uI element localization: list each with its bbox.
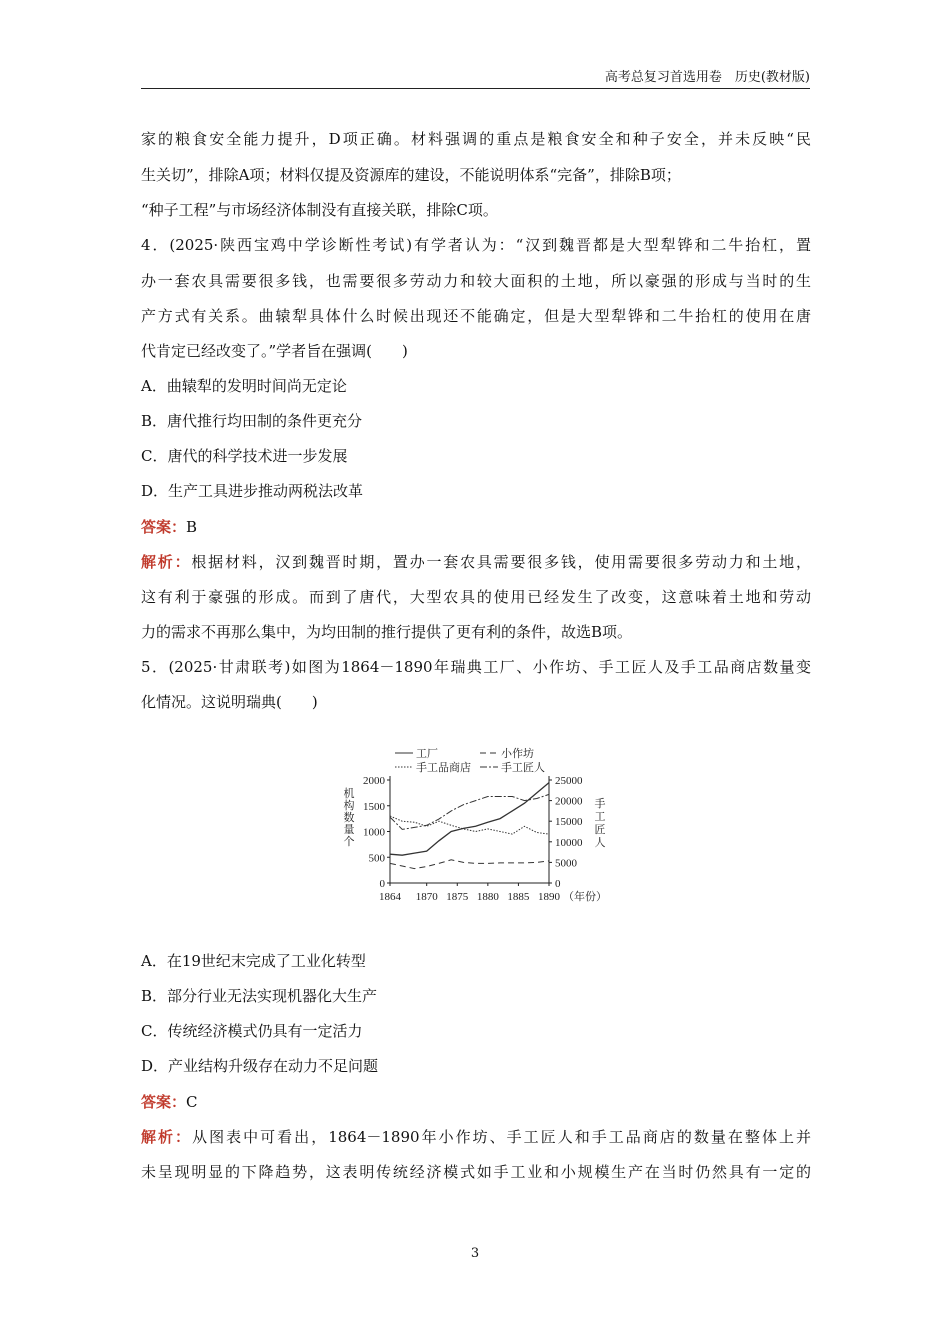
legend-label: 手工匠人	[501, 762, 545, 774]
left-axis-title-char: 数	[343, 812, 355, 824]
analysis-text: 从图表中可看出，1864－1890年小作坊、手工匠人和手工品商店的数量在整体上并	[192, 1128, 811, 1146]
right-tick-label: 10000	[555, 836, 583, 849]
q5-stem-line: 化情况。这说明瑞典( )	[141, 693, 318, 711]
answer-label: 答案：	[141, 518, 187, 536]
q4-option-c: C．唐代的科学技术进一步发展	[141, 447, 348, 465]
q5-option-d: D．产业结构升级存在动力不足问题	[141, 1057, 379, 1075]
analysis-label: 解析：	[141, 553, 192, 571]
q4-option-a: A．曲辕犁的发明时间尚无定论	[141, 377, 347, 395]
legend-label: 工厂	[416, 748, 438, 760]
q5-analysis-line: 未呈现明显的下降趋势，这表明传统经济模式如手工业和小规模生产在当时仍然具有一定的	[141, 1163, 811, 1181]
q5-analysis-line	[141, 1126, 811, 1148]
q4-analysis-line	[141, 551, 811, 573]
answer-value: B	[186, 518, 198, 536]
q4-option-b: B．唐代推行均田制的条件更充分	[141, 412, 363, 430]
prev-analysis-line: 家的粮食安全能力提升，D项正确。材料强调的重点是粮食安全和种子安全，并未反映“民	[141, 130, 811, 148]
series-line-工厂	[390, 783, 549, 856]
x-unit-label: （年份）	[563, 891, 607, 903]
answer-value: C	[186, 1093, 198, 1111]
q5-option-c: C．传统经济模式仍具有一定活力	[141, 1022, 363, 1040]
series-line-小作坊	[390, 860, 549, 869]
x-tick-label: 1875	[446, 891, 469, 903]
q4-option-d: D．生产工具进步推动两税法改革	[141, 482, 364, 500]
analysis-label: 解析：	[141, 1128, 193, 1146]
series-line-手工品商店	[390, 816, 549, 834]
analysis-text: 根据材料，汉到魏晋时期，置办一套农具需要很多钱，使用需要很多劳动力和土地，	[191, 553, 811, 571]
left-axis-title-char: 构	[343, 800, 355, 812]
q4-stem-line: 产方式有关系。曲辕犁具体什么时候出现还不能确定，但是大型犁铧和二牛抬杠的使用在唐	[141, 307, 811, 325]
x-tick-label: 1870	[415, 891, 438, 903]
left-axis-title-char: 量	[343, 824, 355, 836]
q4-stem-line: 4．(2025·陕西宝鸡中学诊断性考试)有学者认为：“汉到魏晋都是大型犁铧和二牛抬杠，置	[141, 236, 811, 254]
legend-label: 小作坊	[501, 748, 534, 760]
chart-svg	[335, 743, 615, 908]
line-chart	[335, 743, 615, 908]
right-tick-label: 0	[555, 878, 561, 890]
left-tick-label: 1000	[363, 826, 385, 839]
q4-analysis-line: 力的需求不再那么集中，为均田制的推行提供了更有利的条件，故选B项。	[141, 623, 633, 641]
q4-stem-line: 代肯定已经改变了。”学者旨在强调( )	[141, 342, 408, 360]
left-axis-title-char: 个	[343, 836, 355, 848]
right-tick-label: 25000	[555, 775, 583, 787]
right-tick-label: 15000	[555, 816, 583, 829]
header-title: 高考总复习首选用卷 历史(教材版)	[604, 70, 810, 85]
right-tick-label: 20000	[555, 795, 583, 808]
page-header	[141, 60, 810, 89]
legend-label: 手工品商店	[416, 762, 471, 774]
left-tick-label: 1500	[363, 800, 385, 813]
x-tick-label: 1864	[379, 891, 401, 903]
left-tick-label: 2000	[363, 775, 385, 787]
right-axis-title-char: 匠	[594, 824, 606, 836]
x-tick-label: 1880	[476, 891, 499, 903]
right-axis-title-char: 手	[594, 798, 606, 810]
prev-analysis-line: 生关切”，排除A项；材料仅提及资源库的建设，不能说明体系“完备”，排除B项；	[141, 166, 681, 184]
left-axis-title-char: 机	[343, 788, 355, 800]
q4-stem-line: 办一套农具需要很多钱，也需要很多劳动力和较大面积的土地，所以豪强的形成与当时的生	[141, 272, 811, 290]
right-axis-title-char: 工	[594, 811, 606, 823]
left-tick-label: 500	[368, 852, 385, 865]
series-line-手工匠人	[390, 794, 549, 829]
q4-analysis-line: 这有利于豪强的形成。而到了唐代，大型农具的使用已经发生了改变，这意味着土地和劳动	[141, 588, 811, 606]
left-tick-label: 0	[379, 878, 385, 890]
answer-label: 答案：	[141, 1093, 187, 1111]
x-tick-label: 1890	[538, 891, 560, 903]
q5-option-a: A．在19世纪末完成了工业化转型	[141, 952, 366, 970]
x-tick-label: 1885	[507, 891, 530, 903]
right-axis-title-char: 人	[594, 837, 606, 849]
q5-answer	[141, 1091, 811, 1113]
q5-option-b: B．部分行业无法实现机器化大生产	[141, 987, 378, 1005]
right-tick-label: 5000	[555, 857, 577, 870]
page-number: 3	[470, 1246, 480, 1261]
q5-stem-line: 5．(2025·甘肃联考)如图为1864－1890年瑞典工厂、小作坊、手工匠人及手工品商店数量变	[141, 658, 811, 676]
prev-analysis-line: “种子工程”与市场经济体制没有直接关联，排除C项。	[141, 201, 498, 219]
q4-answer	[141, 516, 811, 538]
